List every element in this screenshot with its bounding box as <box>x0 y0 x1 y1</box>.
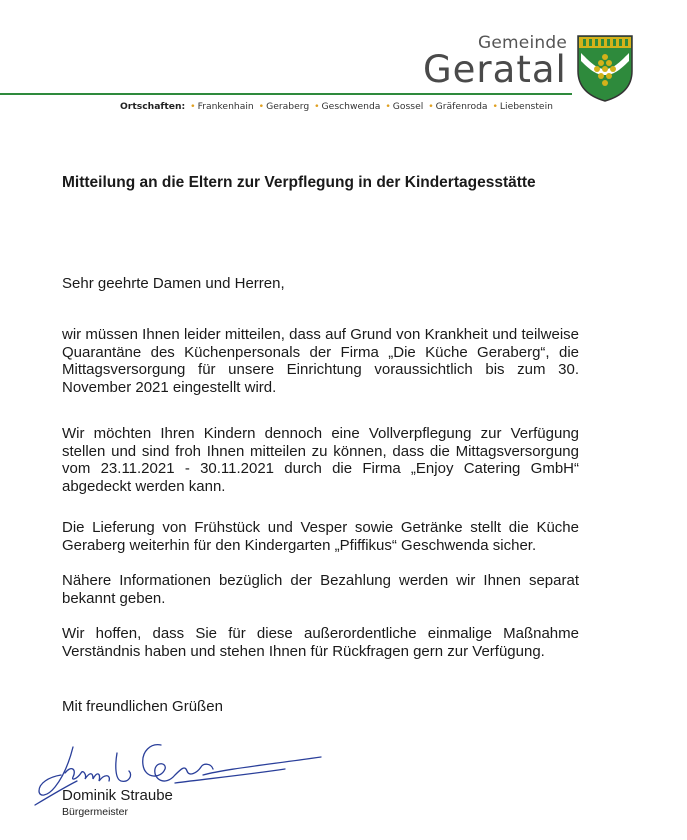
bullet-icon: • <box>190 101 196 112</box>
district-name: Liebenstein <box>499 101 553 112</box>
letter-title: Mitteilung an die Eltern zur Verpflegung in der Kindertagesstätte <box>62 174 536 191</box>
body-paragraph: Wir hoffen, dass Sie für diese außerordentliche einmalige Maßnahme Verständnis haben und stehen Ihnen für Rückfragen gern zur Verfügung. <box>62 625 579 660</box>
closing-phrase: Mit freundlichen Grüßen <box>62 698 223 715</box>
header-rule <box>0 93 572 95</box>
signer-role: Bürgermeister <box>62 806 128 818</box>
districts-label: Ortschaften: <box>120 101 186 112</box>
signer-name: Dominik Straube <box>62 787 173 804</box>
body-paragraph: Die Lieferung von Frühstück und Vesper sowie Getränke stellt die Küche Geraberg weiterhin für den Kindergarten „Pfiffikus“ Geschwenda sicher. <box>62 519 579 554</box>
bullet-icon: • <box>314 101 320 112</box>
body-paragraph: Wir möchten Ihren Kindern dennoch eine Vollverpflegung zur Verfügung stellen und sind froh Ihnen mitteilen zu können, dass die Mittagsversorgung vom 23.11.2021 - 30.11.2021 durch die Firma „Enjoy Catering GmbH“ abgedeckt werden kann. <box>62 425 579 495</box>
coat-of-arms-icon <box>575 33 635 103</box>
bullet-icon: • <box>428 101 434 112</box>
district-name: Gräfenroda <box>435 101 488 112</box>
municipality-name: Geratal <box>423 48 567 91</box>
district-name: Geschwenda <box>321 101 381 112</box>
bullet-icon: • <box>492 101 498 112</box>
bullet-icon: • <box>385 101 391 112</box>
body-paragraph: wir müssen Ihnen leider mitteilen, dass auf Grund von Krankheit und teilweise Quarantäne des Küchenpersonals der Firma „Die Küche Geraberg“, die Mittagsversorgung für unsere Einrichtung voraussichtlich bis zum 30. November 2021 eingestellt wird. <box>62 326 579 396</box>
district-name: Frankenhain <box>197 101 254 112</box>
districts-line <box>120 101 553 112</box>
district-name: Gossel <box>392 101 424 112</box>
body-paragraph: Nähere Informationen bezüglich der Bezahlung werden wir Ihnen separat bekannt geben. <box>62 572 579 607</box>
district-name: Geraberg <box>266 101 310 112</box>
bullet-icon: • <box>258 101 265 112</box>
municipality-prefix: Gemeinde <box>478 33 567 53</box>
letterhead <box>0 0 687 120</box>
salutation: Sehr geehrte Damen und Herren, <box>62 275 285 292</box>
